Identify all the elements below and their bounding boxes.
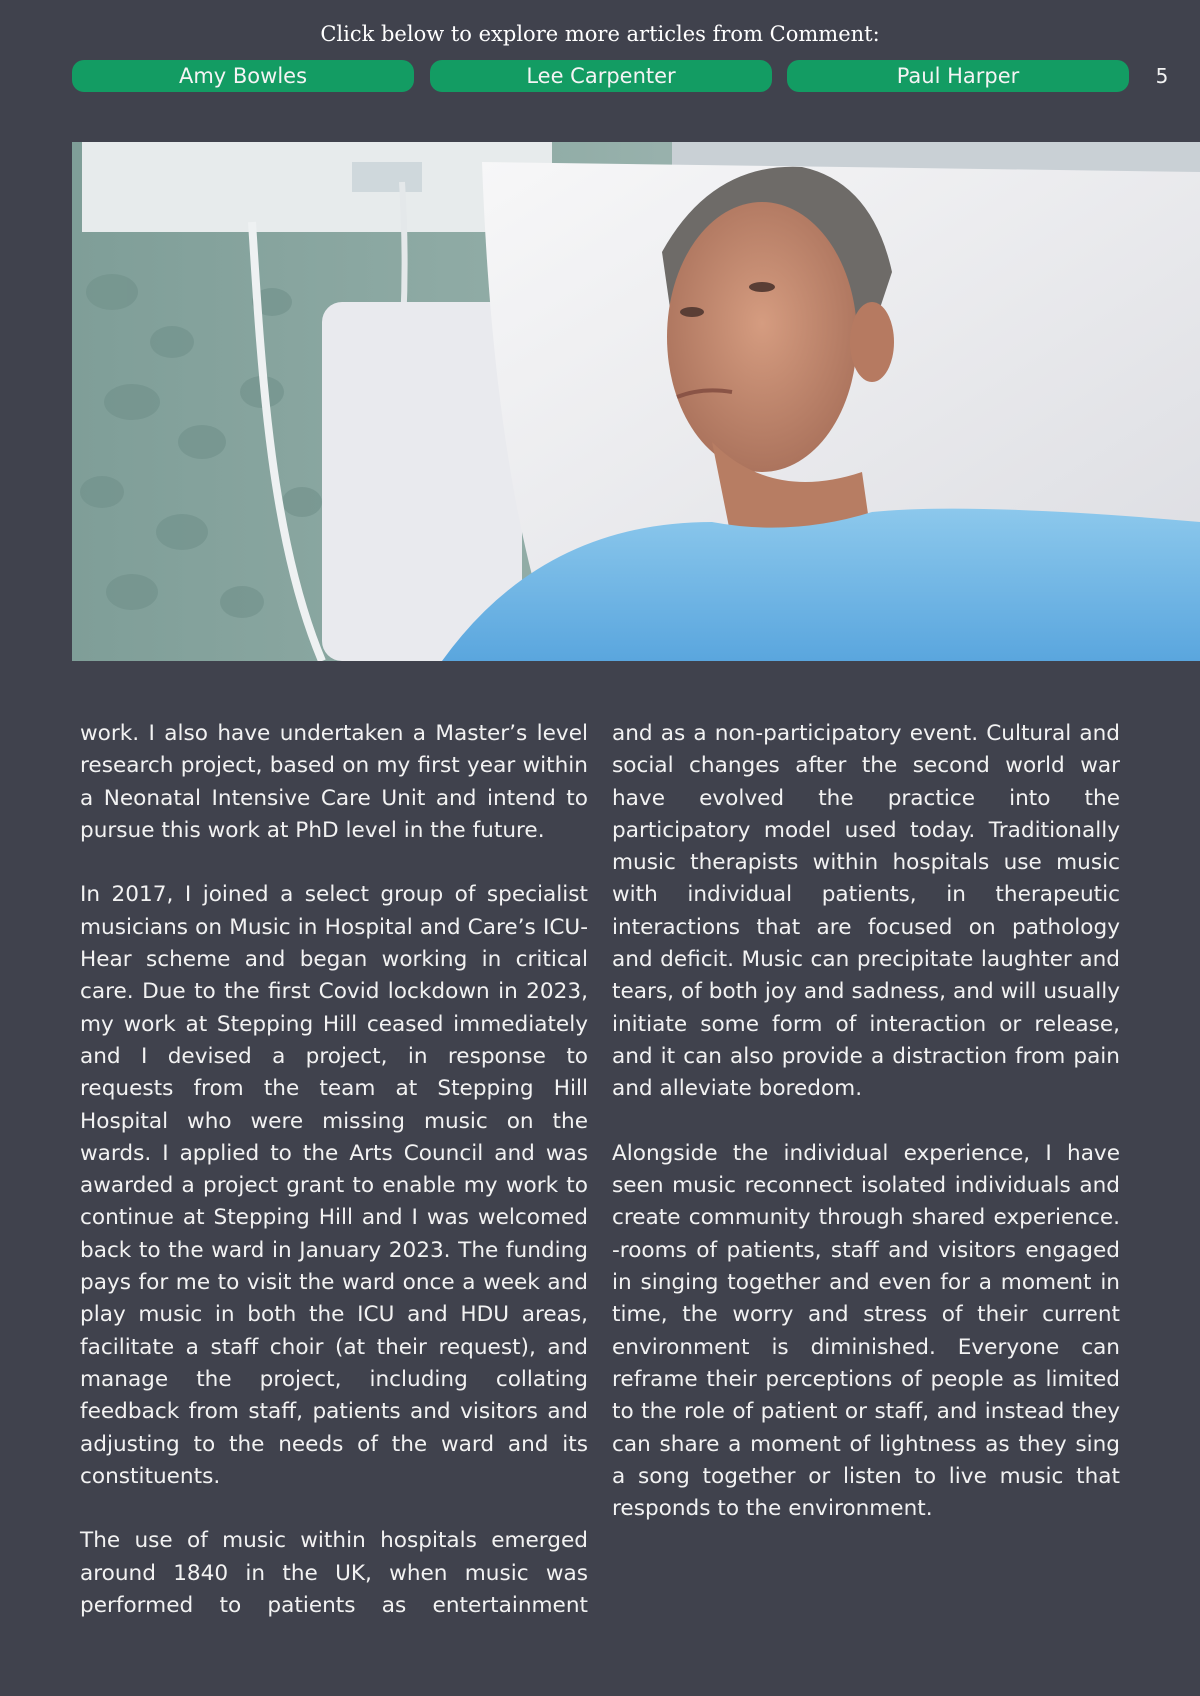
paragraph: and as a non-participatory event. Cultural and social changes after the second world war have evolved the practice into the participatory model used today. Traditionally music therapists within hospitals use music with individual patients, in therapeutic interactions that are focused on pathology and deficit. Music can precipitate laughter and tears, of both joy and sadness, and will usually initiate some form of interaction or release, and it can also provide a distraction from pain and alleviate boredom. (612, 721, 1120, 1102)
article-column-left (80, 718, 588, 1655)
author-button-amy-bowles[interactable]: Amy Bowles (72, 60, 414, 92)
paragraph: In 2017, I joined a select group of specialist musicians on Music in Hospital and Care’s ICU-Hear scheme and began working in critical care. Due to the first Covid lockdown in 2023, my work at Stepping Hill ceased immediately and I devised a project, in response to requests from the team at Stepping Hill Hospital who were missing music on the wards. I applied to the Arts Council and was awarded a project grant to enable my work to continue at Stepping Hill and I was welcomed back to the ward in January 2023. The funding pays for me to visit the ward once a week and play music in both the ICU and HDU areas, facilitate a staff choir (at their request), and manage the project, including collating feedback from staff, patients and visitors and adjusting to the needs of the ward and its constituents. (80, 882, 588, 1489)
paragraph: Alongside the individual experience, I have seen music reconnect isolated individuals and create community through shared experience. -rooms of patients, staff and visitors engaged in singing together and even for a moment in time, the worry and stress of their current environment is diminished. Everyone can reframe their perceptions of people as limited to the role of patient or staff, and instead they can share a moment of lightness as they sing a song together or listen to live music that responds to the environment. (612, 1140, 1120, 1522)
hospital-patient-photo (72, 142, 1200, 661)
paragraph: The use of music within hospitals emerged around 1840 in the UK, when music was performed to patients as entertainment (80, 1528, 588, 1619)
explore-prompt: Click below to explore more articles from Comment: (320, 22, 880, 46)
article-column-right (612, 718, 1120, 1558)
author-button-lee-carpenter[interactable]: Lee Carpenter (430, 60, 772, 92)
paragraph: work. I also have undertaken a Master’s level research project, based on my first year within a Neonatal Intensive Care Unit and intend to pursue this work at PhD level in the future. (80, 721, 588, 843)
author-button-paul-harper[interactable]: Paul Harper (787, 60, 1129, 92)
page-number: 5 (1155, 64, 1169, 88)
